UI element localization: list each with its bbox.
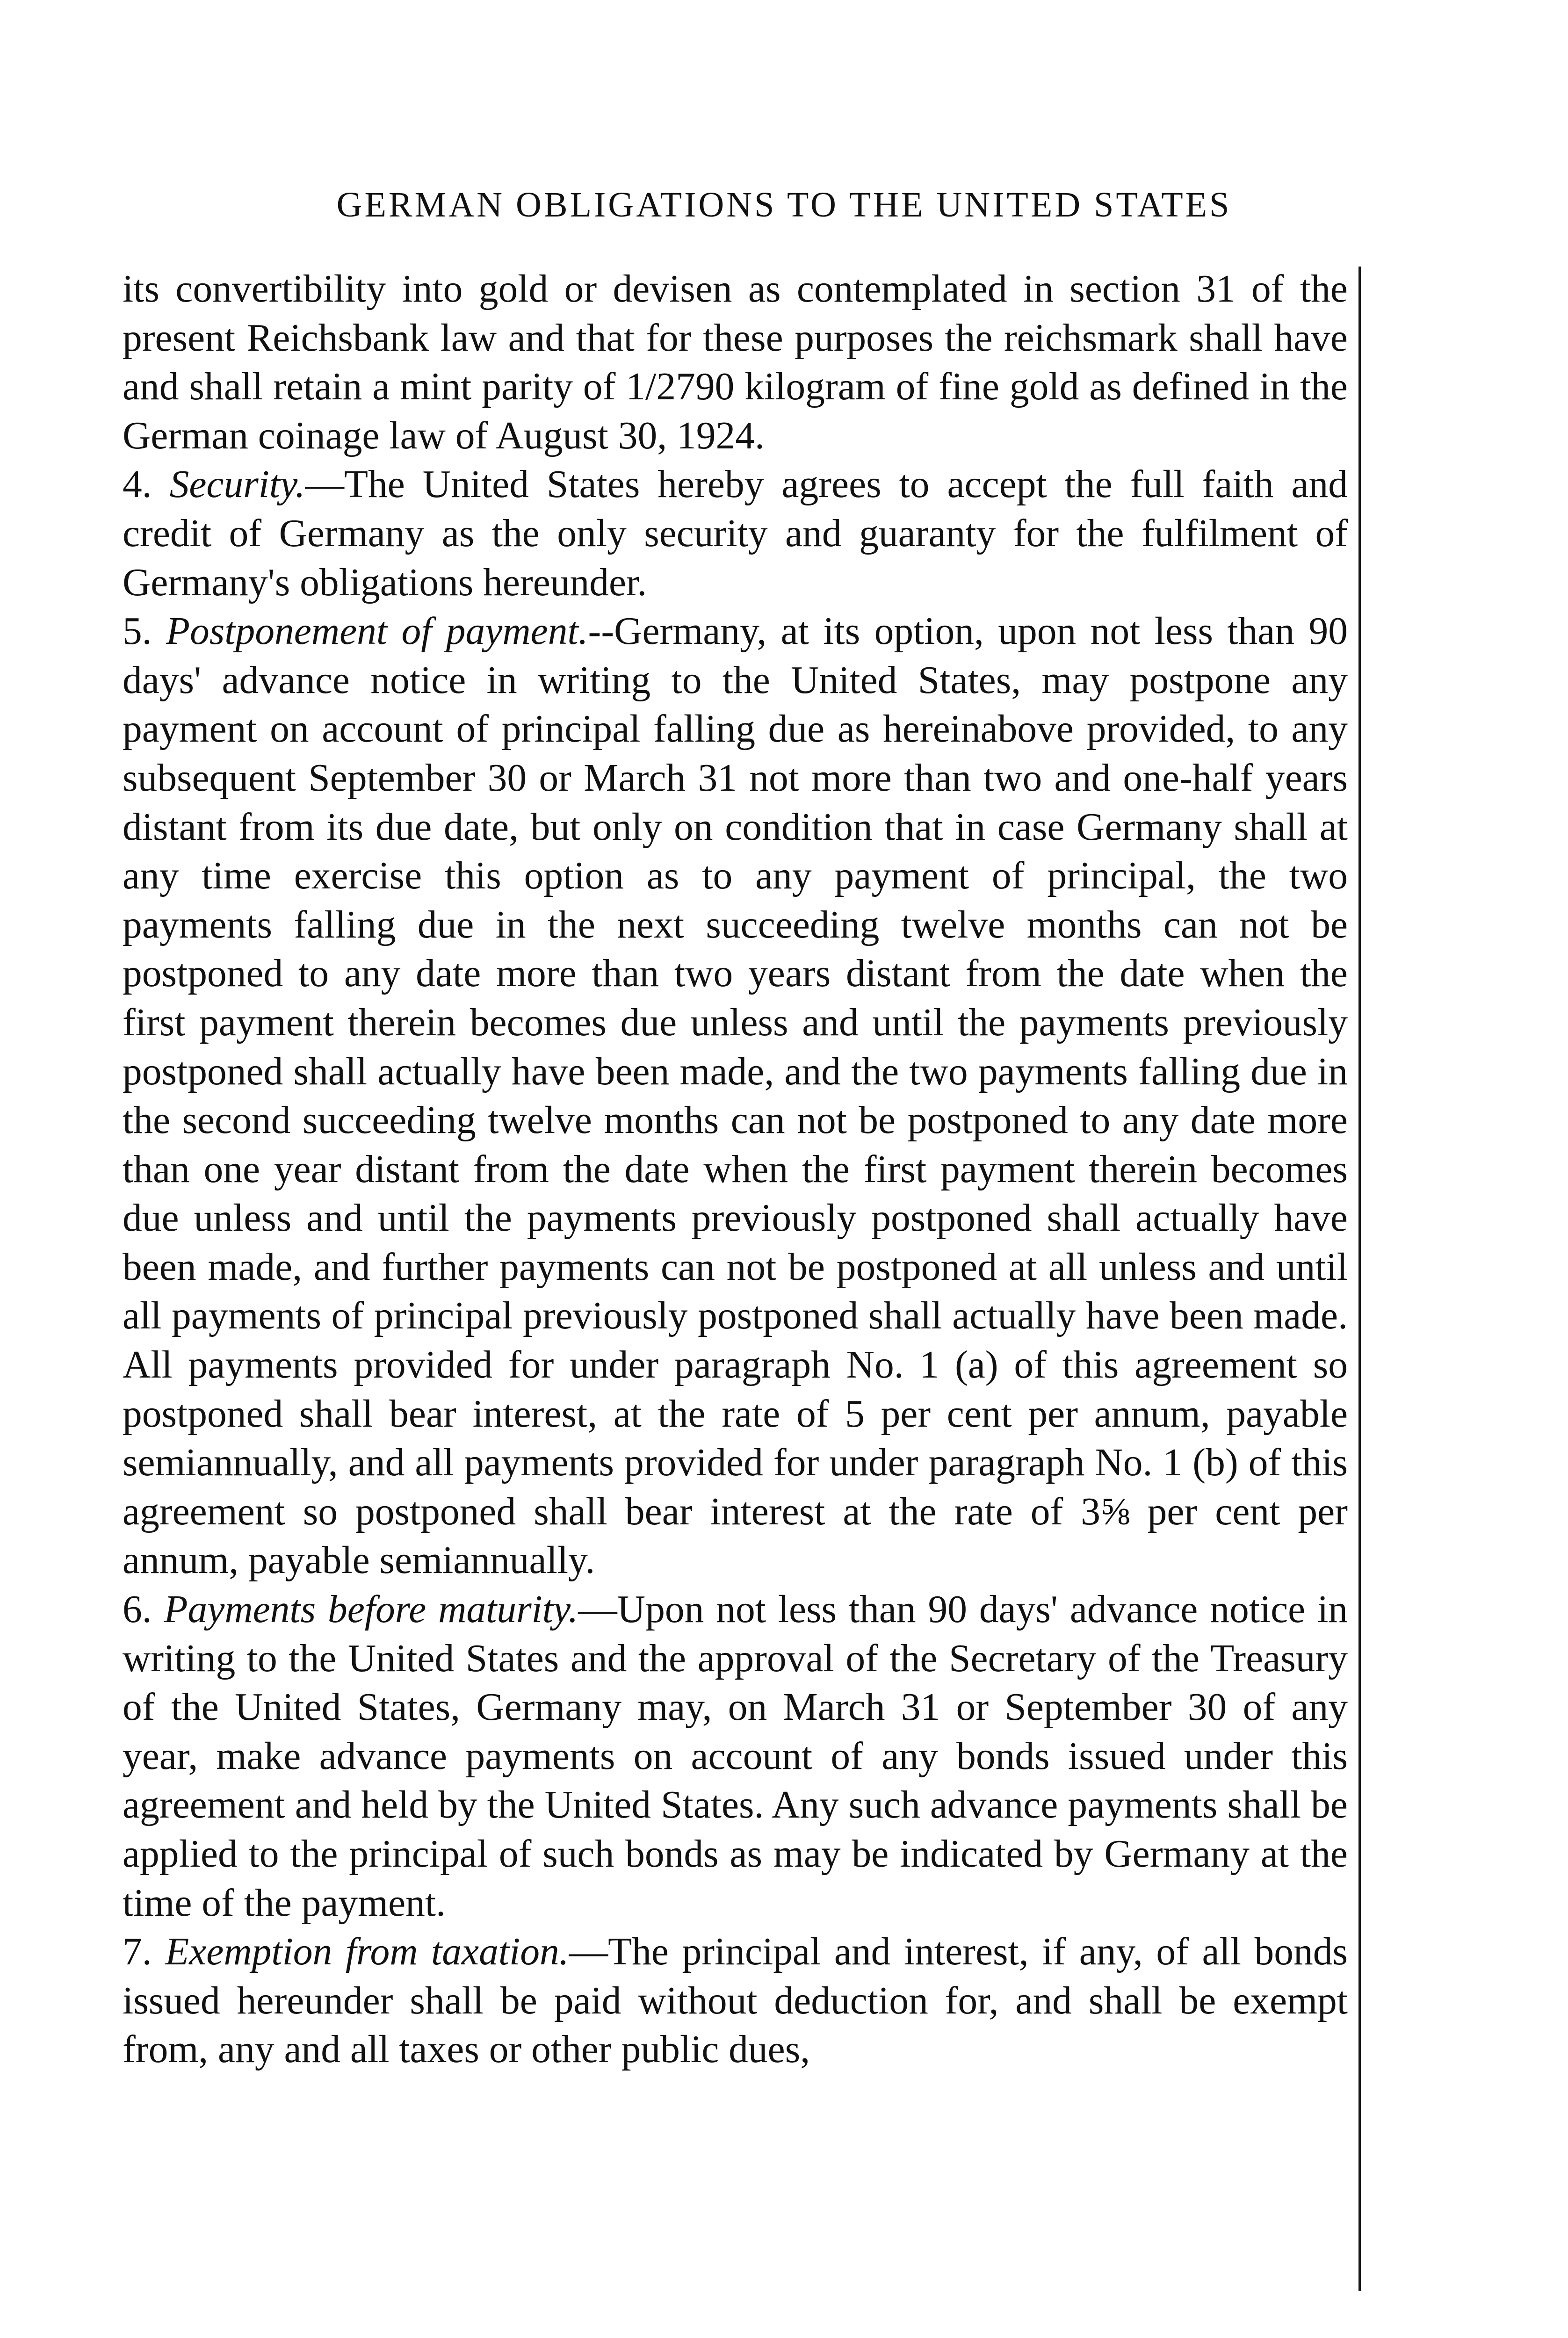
heading-dash: — [578,1588,617,1631]
paragraph-heading: Postponement of payment. [166,610,588,653]
paragraph-number: 6. [123,1588,152,1631]
paragraph-text: The principal and interest, if any, of all bonds issued hereunder shall be paid without deduction for, and shall be exempt from, any and all taxes or other public dues, [123,1930,1348,2071]
paragraph-number: 5. [123,610,152,653]
body-text [123,265,1348,2074]
paragraph-heading: Payments before maturity. [164,1588,578,1631]
heading-dash: — [305,463,344,506]
heading-dash: — [569,1930,608,1974]
paragraph-number: 4. [123,463,152,506]
paragraph-text: Germany, at its option, upon not less than 90 days' advance notice in writing to the United States, may postpone any payment on account of principal falling due as hereinabove provided, to any subsequent September 30 or March 31 not more than two and one-half years distant from its due date, but only on condition that in case Germany shall at any time exercise this option as to any payment of principal, the two payments falling due in the next succeeding twelve months can not be postponed to any date more than two years distant from the date when the first payment therein becomes due unless and until the payments previously postponed shall actually have been made, and the two payments falling due in the second succeeding twelve months can not be postponed to any date more than one year distant from the date when the first payment therein becomes due unless and until the payments previously postponed shall actually have been made, and further payments can not be postponed at all unless and until all payments of principal previously postponed shall actually have been made. All payments provided for under paragraph No. 1 (a) of this agreement so postponed shall bear interest, at the rate of 5 per cent per annum, payable semiannually, and all payments provided for under paragraph No. 1 (b) of this agreement so postponed shall bear interest at the rate of 3⅝ per cent per annum, payable semiannually. [123,610,1348,1582]
running-head: GERMAN OBLIGATIONS TO THE UNITED STATES [336,185,1232,224]
paragraph-heading: Security. [169,463,305,506]
heading-dash: -- [588,610,614,653]
paragraph-payments-before-maturity [123,1585,1348,1927]
paragraph-postponement-of-payment [123,607,1348,1585]
paragraph-text: Upon not less than 90 days' advance notice in writing to the United States and the approval of the Secretary of the Treasury of the United States, Germany may, on March 31 or September 30 of any year, make advance payments on account of any bonds issued under this agreement and held by the United States. Any such advance payments shall be applied to the principal of such bonds as may be indicated by Germany at the time of the payment. [123,1588,1348,1925]
paragraph-text: its convertibility into gold or devisen as contemplated in section 31 of the present Reichsbank law and that for these purposes the reichsmark shall have and shall retain a mint parity of 1/2790 kilogram of fine gold as defined in the German coinage law of August 30, 1924. [123,267,1348,457]
paragraph-text: The United States hereby agrees to accept the full faith and credit of Germany as the only security and guaranty for the fulfilment of Germany's obligations hereunder. [123,463,1348,604]
paragraph-exemption-from-taxation [123,1927,1348,2074]
paragraph-continuation [123,265,1348,460]
paragraph-security [123,460,1348,607]
paragraph-heading: Exemption from taxation. [165,1930,569,1974]
margin-rule [1358,267,1361,2291]
paragraph-number: 7. [123,1930,152,1974]
